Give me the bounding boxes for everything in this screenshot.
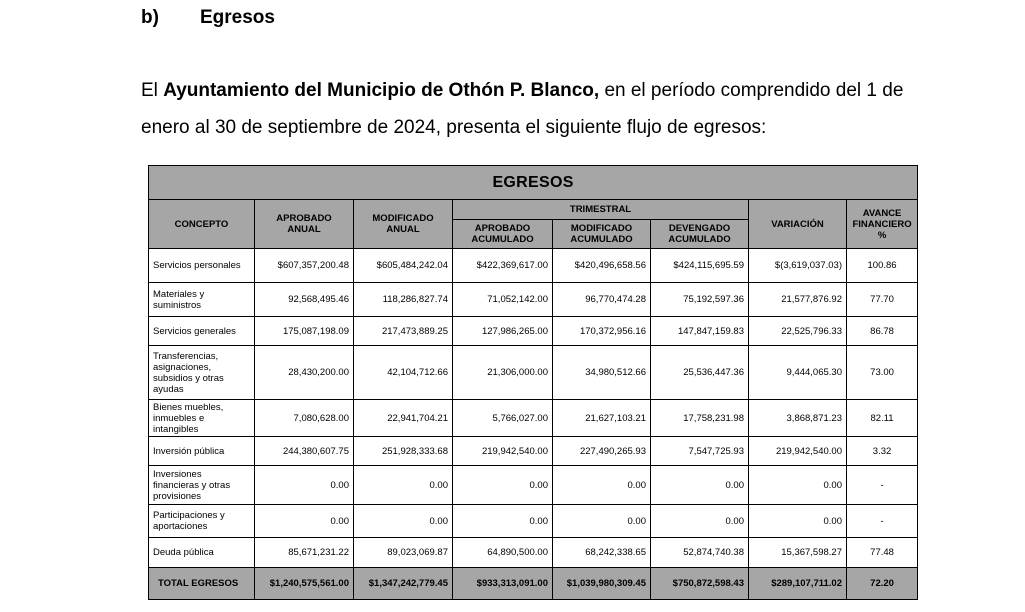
- intro-rest: en el período comprendido del 1 de enero al 30 de septiembre de 2024, presenta el siguiente flujo de egresos:: [141, 80, 904, 138]
- header-aprobado-anual: APROBADO ANUAL: [255, 200, 354, 249]
- cell-avance: 3.32: [847, 437, 918, 466]
- intro-entity: Ayuntamiento del Municipio de Othón P. Blanco,: [163, 80, 600, 101]
- cell-devengado-acumulado: 147,847,159.83: [651, 317, 749, 346]
- cell-devengado-acumulado: 0.00: [651, 505, 749, 538]
- total-row: [149, 568, 918, 600]
- section-letter: b): [141, 7, 159, 28]
- cell-variacion: $(3,619,037.03): [749, 249, 847, 283]
- cell-concepto: Participaciones y aportaciones: [149, 505, 255, 538]
- cell-variacion: 3,868,871.23: [749, 400, 847, 437]
- cell-modificado-acumulado: 227,490,265.93: [553, 437, 651, 466]
- intro-paragraph: [141, 72, 941, 146]
- cell-avance: -: [847, 505, 918, 538]
- cell-devengado-acumulado: 52,874,740.38: [651, 538, 749, 568]
- section-title: Egresos: [200, 7, 275, 28]
- cell-concepto: Servicios personales: [149, 249, 255, 283]
- cell-devengado-acumulado: 25,536,447.36: [651, 346, 749, 400]
- table-row: [149, 317, 918, 346]
- cell-devengado-acumulado: 75,192,597.36: [651, 283, 749, 317]
- cell-modificado-acumulado: 0.00: [553, 505, 651, 538]
- egresos-table: [148, 165, 918, 600]
- cell-modificado-acumulado: 34,980,512.66: [553, 346, 651, 400]
- cell-aprobado-anual: $607,357,200.48: [255, 249, 354, 283]
- cell-devengado-acumulado: $424,115,695.59: [651, 249, 749, 283]
- section-heading: [141, 7, 275, 29]
- cell-aprobado-anual: 92,568,495.46: [255, 283, 354, 317]
- table-row: [149, 400, 918, 437]
- cell-aprobado-anual: 28,430,200.00: [255, 346, 354, 400]
- table-row: [149, 283, 918, 317]
- cell-aprobado-anual: 85,671,231.22: [255, 538, 354, 568]
- table-row: [149, 346, 918, 400]
- header-avance: AVANCE FINANCIERO %: [847, 200, 918, 249]
- cell-modificado-acumulado: 21,627,103.21: [553, 400, 651, 437]
- cell-variacion: 21,577,876.92: [749, 283, 847, 317]
- header-modificado-anual: MODIFICADO ANUAL: [354, 200, 453, 249]
- intro-prefix: El: [141, 80, 164, 101]
- header-modificado-acumulado: MODIFICADO ACUMULADO: [553, 220, 651, 249]
- cell-devengado-acumulado: 7,547,725.93: [651, 437, 749, 466]
- table-row: [149, 249, 918, 283]
- total-devengado-acumulado: $750,872,598.43: [651, 568, 749, 600]
- cell-aprobado-anual: 7,080,628.00: [255, 400, 354, 437]
- cell-variacion: 0.00: [749, 505, 847, 538]
- cell-aprobado-acumulado: 0.00: [453, 466, 553, 505]
- header-devengado-acumulado: DEVENGADO ACUMULADO: [651, 220, 749, 249]
- cell-concepto: Materiales y suministros: [149, 283, 255, 317]
- cell-aprobado-acumulado: 5,766,027.00: [453, 400, 553, 437]
- cell-avance: 100.86: [847, 249, 918, 283]
- total-avance: 72.20: [847, 568, 918, 600]
- total-aprobado-anual: $1,240,575,561.00: [255, 568, 354, 600]
- cell-concepto: Inversiones financieras y otras provisiones: [149, 466, 255, 505]
- cell-modificado-anual: 22,941,704.21: [354, 400, 453, 437]
- cell-aprobado-acumulado: 21,306,000.00: [453, 346, 553, 400]
- header-variacion: VARIACIÓN: [749, 200, 847, 249]
- cell-modificado-anual: 0.00: [354, 466, 453, 505]
- header-concepto: CONCEPTO: [149, 200, 255, 249]
- cell-aprobado-anual: 175,087,198.09: [255, 317, 354, 346]
- cell-modificado-acumulado: $420,496,658.56: [553, 249, 651, 283]
- cell-variacion: 15,367,598.27: [749, 538, 847, 568]
- cell-avance: 82.11: [847, 400, 918, 437]
- cell-aprobado-anual: 244,380,607.75: [255, 437, 354, 466]
- header-trimestral: TRIMESTRAL: [453, 200, 749, 220]
- cell-modificado-anual: 251,928,333.68: [354, 437, 453, 466]
- cell-variacion: 9,444,065.30: [749, 346, 847, 400]
- cell-aprobado-acumulado: 0.00: [453, 505, 553, 538]
- cell-concepto: Inversión pública: [149, 437, 255, 466]
- table-title: EGRESOS: [149, 166, 918, 200]
- cell-modificado-anual: 42,104,712.66: [354, 346, 453, 400]
- cell-avance: 73.00: [847, 346, 918, 400]
- cell-aprobado-anual: 0.00: [255, 505, 354, 538]
- total-aprobado-acumulado: $933,313,091.00: [453, 568, 553, 600]
- cell-concepto: Bienes muebles, inmuebles e intangibles: [149, 400, 255, 437]
- cell-modificado-acumulado: 96,770,474.28: [553, 283, 651, 317]
- cell-avance: 77.48: [847, 538, 918, 568]
- cell-variacion: 22,525,796.33: [749, 317, 847, 346]
- cell-modificado-anual: 217,473,889.25: [354, 317, 453, 346]
- table-row: [149, 505, 918, 538]
- cell-avance: -: [847, 466, 918, 505]
- cell-devengado-acumulado: 17,758,231.98: [651, 400, 749, 437]
- total-modificado-anual: $1,347,242,779.45: [354, 568, 453, 600]
- cell-modificado-acumulado: 68,242,338.65: [553, 538, 651, 568]
- cell-concepto: Servicios generales: [149, 317, 255, 346]
- cell-modificado-anual: $605,484,242.04: [354, 249, 453, 283]
- cell-concepto: Transferencias, asignaciones, subsidios y otras ayudas: [149, 346, 255, 400]
- cell-concepto: Deuda pública: [149, 538, 255, 568]
- cell-aprobado-anual: 0.00: [255, 466, 354, 505]
- cell-variacion: 0.00: [749, 466, 847, 505]
- cell-devengado-acumulado: 0.00: [651, 466, 749, 505]
- total-concepto: TOTAL EGRESOS: [149, 568, 255, 600]
- table-row: [149, 437, 918, 466]
- table-row: [149, 538, 918, 568]
- cell-modificado-acumulado: 170,372,956.16: [553, 317, 651, 346]
- cell-modificado-acumulado: 0.00: [553, 466, 651, 505]
- cell-avance: 77.70: [847, 283, 918, 317]
- cell-modificado-anual: 118,286,827.74: [354, 283, 453, 317]
- cell-aprobado-acumulado: 219,942,540.00: [453, 437, 553, 466]
- cell-aprobado-acumulado: 71,052,142.00: [453, 283, 553, 317]
- cell-modificado-anual: 0.00: [354, 505, 453, 538]
- table-row: [149, 466, 918, 505]
- cell-modificado-anual: 89,023,069.87: [354, 538, 453, 568]
- total-modificado-acumulado: $1,039,980,309.45: [553, 568, 651, 600]
- cell-aprobado-acumulado: 64,890,500.00: [453, 538, 553, 568]
- cell-aprobado-acumulado: $422,369,617.00: [453, 249, 553, 283]
- cell-variacion: 219,942,540.00: [749, 437, 847, 466]
- cell-avance: 86.78: [847, 317, 918, 346]
- cell-aprobado-acumulado: 127,986,265.00: [453, 317, 553, 346]
- total-variacion: $289,107,711.02: [749, 568, 847, 600]
- header-aprobado-acumulado: APROBADO ACUMULADO: [453, 220, 553, 249]
